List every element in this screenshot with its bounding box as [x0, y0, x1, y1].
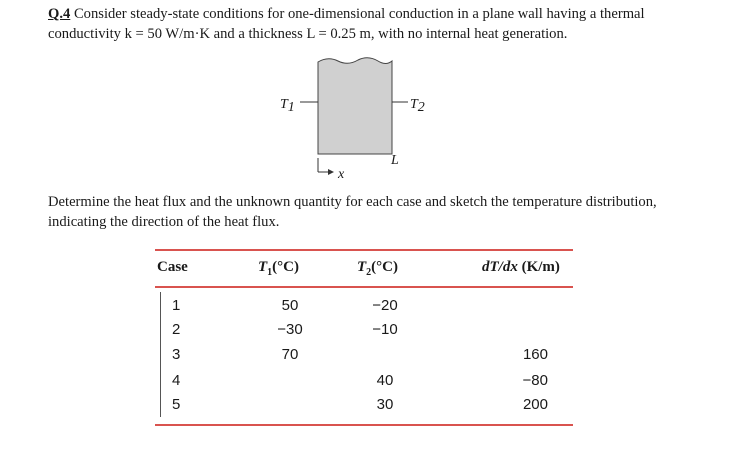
table-bottom-rule [155, 424, 573, 426]
header-case: Case [157, 259, 188, 275]
case-column-divider [160, 292, 161, 417]
row-1-t2: −20 [372, 297, 398, 314]
header-t2: $T_2(^\circ C)$ [357, 259, 398, 278]
problem-statement [48, 4, 688, 44]
row-2-t2: −10 [372, 321, 398, 338]
t2-label: T2 [410, 97, 425, 115]
x-axis-label: x [338, 167, 345, 182]
row-3-dtdx: 160 [522, 346, 548, 363]
row-5-t2: 30 [376, 396, 394, 413]
row-2-case: 2 [172, 321, 181, 338]
question-number: Q.4 [48, 6, 71, 22]
row-3-t1: 70 [281, 346, 299, 363]
thickness-label: L [391, 153, 399, 168]
row-3-case: 3 [172, 346, 181, 363]
table-top-rule [155, 249, 573, 251]
problem-intro-text: Consider steady-state conditions for one-dimensional conduction in a plane wall having a thermal conductivity k = 50 W/m·K and a thickness L = 0.25 m, with no internal heat generation. [48, 6, 645, 42]
row-5-case: 5 [172, 396, 181, 413]
header-dtdx: dT/dx (K/m) [482, 259, 560, 275]
t1-label: T1 [280, 97, 295, 115]
table-header-rule [155, 286, 573, 288]
row-1-t1: 50 [281, 297, 299, 314]
row-4-t2: 40 [376, 372, 394, 389]
plane-wall-slab [318, 58, 392, 154]
row-5-dtdx: 200 [522, 396, 548, 413]
plane-wall-figure [270, 54, 470, 184]
row-4-case: 4 [172, 372, 181, 389]
header-t1: $T_1(^\circ C)$ [258, 259, 299, 278]
task-statement: Determine the heat flux and the unknown quantity for each case and sketch the temperature distribution, indicating the direction of the heat flux. [48, 194, 657, 230]
row-2-t1: −30 [277, 321, 303, 338]
row-4-dtdx: −80 [522, 372, 548, 389]
x-axis-arrowhead [328, 169, 334, 175]
row-1-case: 1 [172, 297, 181, 314]
